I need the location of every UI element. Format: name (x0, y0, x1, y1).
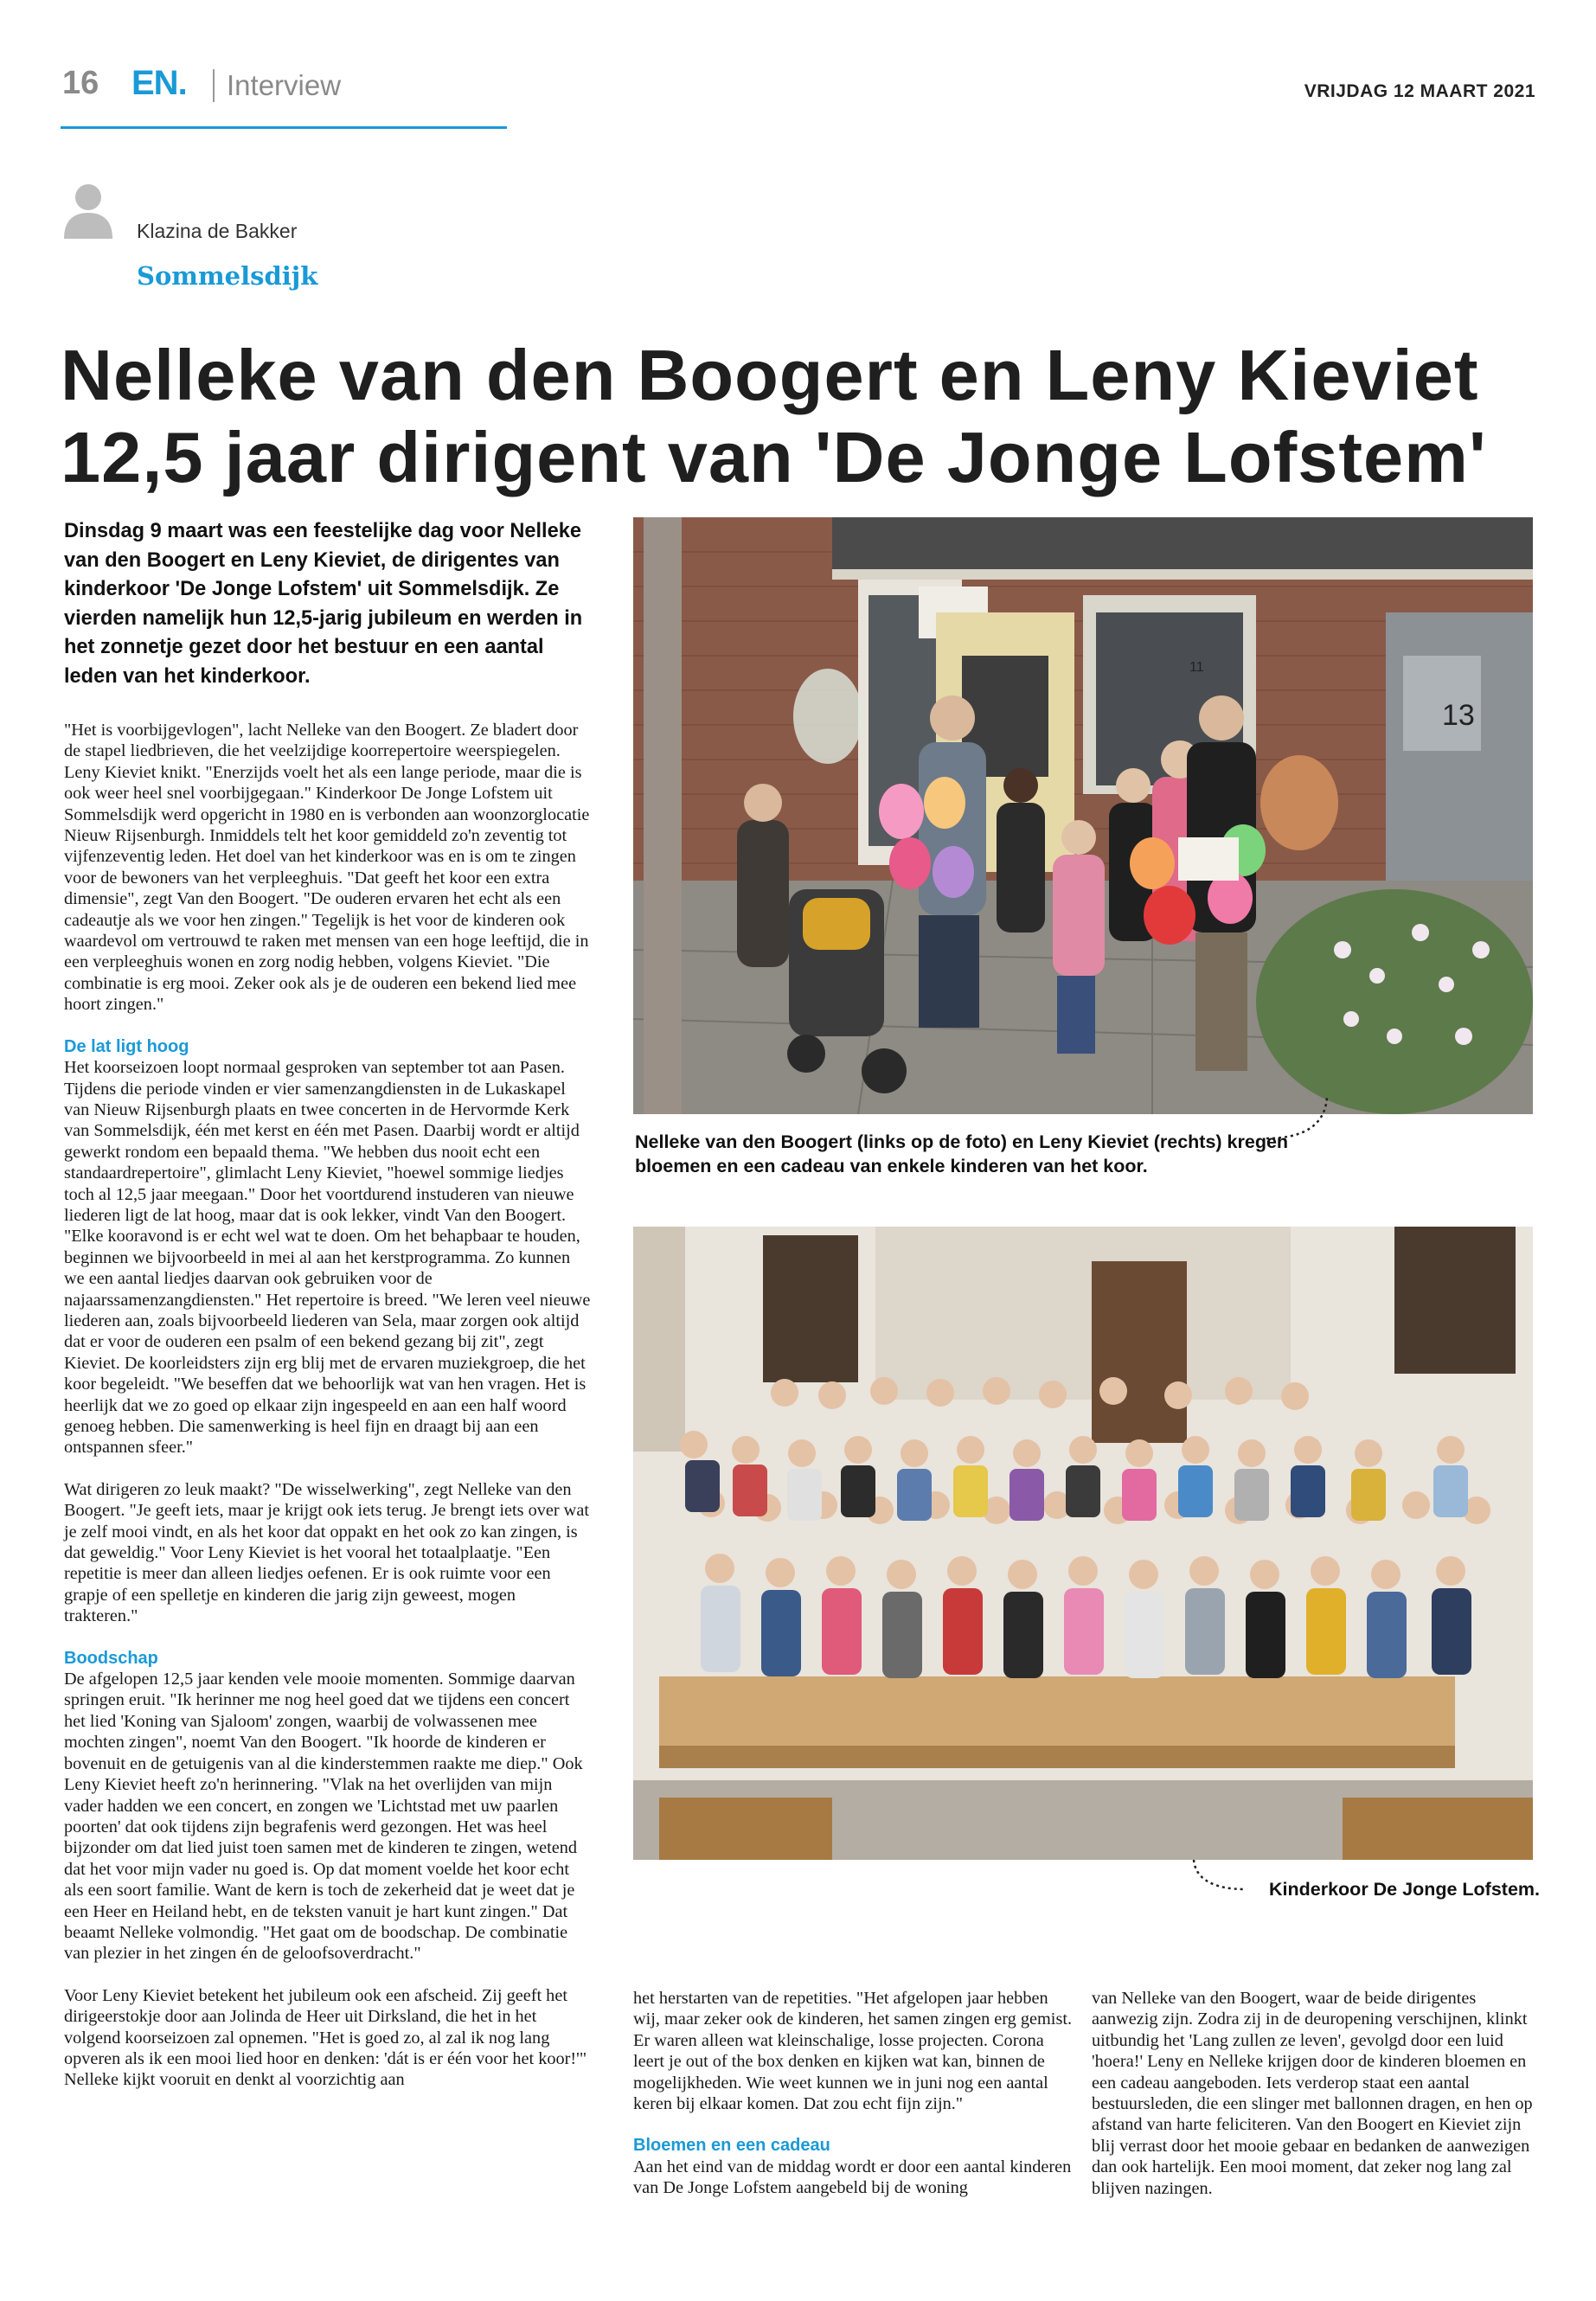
paragraph: De afgelopen 12,5 jaar kenden vele mooie momenten. Sommige daarvan springen eruit. "Ik herinner me nog heel goed dat we tijdens een concert het lied 'Koning van Sjaloom' zongen, waarbij de volwassenen mee mochten zingen", noemt Van den Boogert. "Ik hoorde de kinderen er bovenuit en de getuigenis van al die kinderstemmen raakte me diep." Ook Leny Kieviet heeft zo'n herinnering. "Vlak na het overlijden van mijn vader hadden we een concert, en zongen we 'Lichtstad met uw paarlen poorten' dat ook tijdens zijn begrafenis werd gezongen. Het was heel bijzonder om dat lied juist toen samen met de kinderen te zingen, wetend dat het voor mijn vader nu goed is. Op dat moment voelde het koor echt als een soort familie. Want de kern is toch de zekerheid dat je weet dat je een Heer en Heiland hebt, en de teksten vanuit je hart kunt zingen." Dat beaamt Nelleke volmondig. "Het gaat om de boodschap. De combinatie van plezier in het zingen én de geloofsoverdracht." (64, 1670, 583, 1964)
photo-dirigentes-at-door (633, 517, 1533, 1114)
photo-caption-1: Nelleke van den Boogert (links op de foto) en Leny Kieviet (rechts) kregen bloemen en een cadeau van enkele kinderen van het koor. (635, 1131, 1289, 1176)
article-column-2 (633, 1988, 1079, 2199)
header-separator (213, 69, 215, 102)
paragraph: het herstarten van de repetities. "Het afgelopen jaar hebben wij, maar zeker ook de kinderen, het samen zingen erg gemist. Er waren alleen wat kleinschalige, losse projecten. Corona leert je out of the box denken en kijken wat kan, binnen de mogelijkheden. Wie weet kunnen we in juni nog een aantal keren bij elkaar komen. Dat zou echt fijn zijn." (633, 1989, 1073, 2114)
door-number: 11 (1189, 660, 1204, 675)
paragraph: "Het is voorbijgevlogen", lacht Nelleke van den Boogert. Ze bladert door de stapel liedbrieven, die het veelzijdige koorrepertoire weerspiegelen. Leny Kieviet knikt. "Enerzijds voelt het als een lange periode, maar die is ook weer heel snel voorbijgegaan." Kinderkoor De Jonge Lofstem uit Sommelsdijk werd opgericht in 1980 en is verbonden aan woonzorglocatie Nieuw Rijsenburgh. Inmiddels telt het koor gemiddeld zo'n zeventig tot vijfenzeventig leden. Het doel van het kinderkoor was en is om te zingen voor de bewoners van het verpleeghuis. "Dat geeft het koor een extra dimensie", zegt Van den Boogert. "De ouderen ervaren het echt als een cadeautje als we voor hen zingen." Tegelijk is het voor de kinderen ook waardevol om vertrouwd te raken met mensen van een hoge leeftijd, die in een verpleeghuis wonen en zorg nodig hebben, volgens Kieviet. "Die combinatie is erg mooi. Zeker ook als je de ouderen een bekend lied mee hoort zingen." (64, 721, 590, 1015)
article-intro: Dinsdag 9 maart was een feestelijke dag voor Nelleke van den Boogert en Leny Kieviet, de dirigentes van kinderkoor 'De Jonge Lofstem' uit Sommelsdijk. Ze vierden namelijk hun 12,5-jarig jubileum en werden in het zonnetje gezet door het bestuur en een aantal leden van het kinderkoor. (64, 520, 583, 688)
page-number: 16 (62, 65, 99, 101)
headline-line-1: Nelleke van den Boogert en Leny Kieviet (61, 335, 1479, 415)
article-column-3 (1092, 1988, 1537, 2199)
dateline-place: Sommelsdijk (137, 261, 318, 291)
person-silhouette-icon (62, 182, 114, 239)
paragraph: Het koorseizoen loopt normaal gesproken van september tot aan Pasen. Tijdens die periode vinden er vier samenzangdiensten in de Lukaskapel van Nieuw Rijsenburgh plaats en twee concerten in de Hervormde Kerk van Sommelsdijk, één met kerst en één met Pasen. Daarbij wordt er altijd gewerkt rondom een bepaald thema. "We hebben dus nooit echt een standaardrepertoire", glimlacht Leny Kieviet, "hoewel sommige liedjes toch al 12,5 jaar meegaan." Door het voortdurend instuderen van nieuwe liederen ligt de lat hoog, maar dat is ook lekker, vindt Van den Boogert. "Elke kooravond is er echt wel wat te doen. Om het behapbaar te houden, beginnen we bijvoorbeeld in mei al aan het kerstprogramma. Zo kunnen we een aantal liedjes daarvan ook gebruiken voor de najaarssamenzangdiensten." Het repertoire is breed. "We leren veel nieuwe liederen aan, zoals bijvoorbeeld liederen van Sela, maar zorgen ook altijd dat er voor de ouderen een psalm of een bekend gezang bij zit", zegt Kieviet. De koorleidsters zijn erg blij met de ervaren muziekgroep, die het koor begeleidt. "We beseffen dat we behoorlijk wat van hen vragen. Het is heerlijk dat we zo goed op elkaar zijn ingespeeld en aan een half woord genoeg hebben. Die samenwerking is heel fijn en draagt bij aan een ontspannen sfeer." (64, 1058, 591, 1458)
subheading: De lat ligt hoog (64, 1036, 189, 1056)
photo-kinderkoor-in-church (633, 1227, 1533, 1860)
subheading: Boodschap (64, 1648, 158, 1668)
photo-illustration (633, 1227, 1533, 1860)
photo-illustration (633, 517, 1533, 1114)
house-number: 13 (1442, 699, 1475, 732)
paragraph: Wat dirigeren zo leuk maakt? "De wisselwerking", zegt Nelleke van den Boogert. "Je geeft iets, maar je krijgt ook iets terug. Je brengt iets over wat je zelf mooi vindt, en als het koor dat oppakt en het ook zo kan zingen, is dat geweldig." Voor Leny Kieviet is het vooral het totaalplaatje. "Een repetitie is meer dan alleen liedjes oefenen. Er is ook ruimte voor een grapje of een spelletje en kinderen die jarig zijn geweest, mogen trakteren." (64, 1479, 589, 1626)
paragraph: Voor Leny Kieviet betekent het jubileum ook een afscheid. Zij geeft het dirigeerstokje door aan Jolinda de Heer uit Dirksland, die het in het volgend koorseizoen zal opnemen. "Het is goed zo, al zal ik nog lang opveren als ik een mooi lied hoor en denken: 'dát is er één voor het koor!'" Nelleke kijkt vooruit en denkt al voorzichtig aan (64, 1985, 587, 2090)
headline-line-2: 12,5 jaar dirigent van 'De Jonge Lofstem' (61, 417, 1487, 497)
dotted-curve-icon (1190, 1858, 1247, 1896)
section-label: Interview (227, 69, 342, 101)
subheading: Bloemen en een cadeau (633, 2136, 830, 2156)
photo-caption-2: Kinderkoor De Jonge Lofstem. (1269, 1879, 1540, 1900)
article-column-1 (64, 720, 592, 2091)
issue-date: VRIJDAG 12 MAART 2021 (1304, 81, 1535, 101)
paragraph: van Nelleke van den Boogert, waar de beide dirigentes aanwezig zijn. Zodra zij in de deuropening verschijnen, klinkt uitbundig het 'Lang zullen ze leven', gevolgd door een luid 'hoera!' Leny en Nelleke krijgen door de kinderen bloemen en een cadeau aangeboden. Iets verderop staat een aantal bestuursleden, die een slinger met ballonnen dragen, en hen op afstand van harte feliciteren. Van den Boogert en Kieviet zijn blij verrast door het mooie gebaar en bedanken de aanwezigen dan ook hartelijk. Een mooi moment, dat zeker nog lang zal blijven nazingen. (1092, 1989, 1533, 2198)
newspaper-logo: EN. (131, 64, 187, 102)
paragraph: Aan het eind van de middag wordt er door een aantal kinderen van De Jonge Lofstem aangebeld bij de woning (633, 2157, 1072, 2198)
author-name: Klazina de Bakker (137, 220, 298, 242)
dotted-curve-icon (1265, 1093, 1334, 1144)
header-rule (61, 126, 507, 129)
article-headline (61, 334, 1548, 498)
